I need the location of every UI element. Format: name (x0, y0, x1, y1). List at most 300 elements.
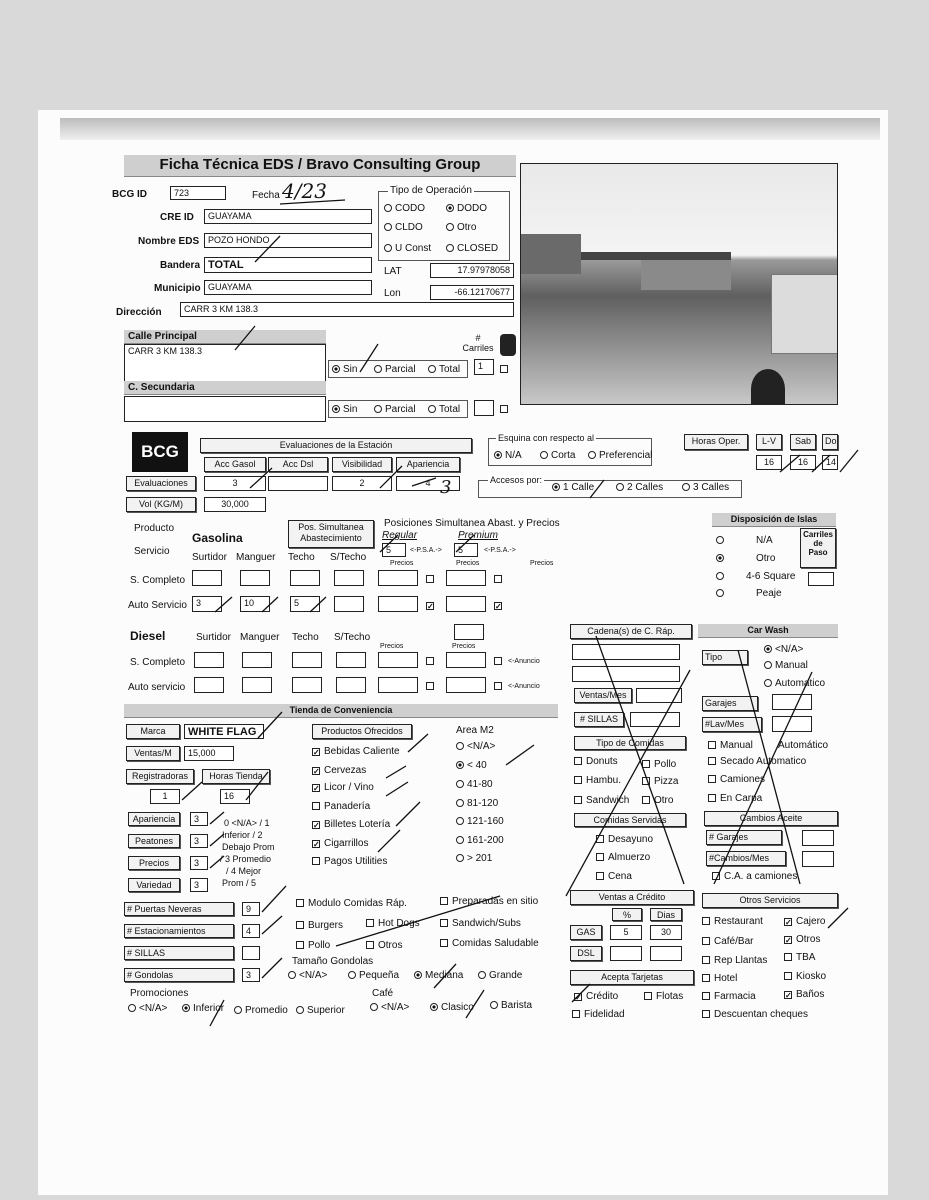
eval-peatones-field[interactable]: 3 (190, 834, 208, 848)
eval-precios-field[interactable]: 3 (190, 856, 208, 870)
otros-kiosko[interactable] (784, 971, 826, 983)
gondolas-label: Tamaño Gondolas (292, 956, 374, 967)
extra-saludable[interactable] (440, 938, 539, 950)
tipo-otro[interactable] (642, 795, 673, 807)
area-161-200-label: 161-200 (467, 835, 504, 846)
lat-label: LAT (384, 266, 402, 277)
extra-modulo-label: Modulo Comidas Ráp. (308, 898, 407, 909)
tarjeta-flotas[interactable] (644, 991, 683, 1003)
prod-pagos[interactable] (312, 856, 387, 868)
gond-pequena[interactable] (348, 970, 399, 982)
radio-selected-icon (446, 204, 454, 212)
opt-dodo-label: DODO (457, 203, 487, 214)
lon-field[interactable]: -66.12170677 (430, 285, 514, 300)
opt-cldo-label: CLDO (395, 222, 423, 233)
disp-otro[interactable] (716, 553, 727, 565)
carriles-check[interactable] (500, 364, 512, 376)
otros-restaurant-label: Restaurant (714, 916, 763, 927)
otros-llantas[interactable] (702, 955, 767, 967)
gas-as-precio-reg[interactable] (378, 596, 418, 612)
scale-0: 0 <N/A> / 1 (224, 818, 270, 828)
credito-dsl-dias[interactable] (650, 946, 682, 961)
otros-tba-label: TBA (796, 952, 816, 963)
cp-parcial-label: Parcial (385, 364, 416, 375)
eval-apariencia[interactable]: 4 (396, 476, 460, 491)
regular-label: Regular (382, 530, 418, 541)
gas-sc-precio-reg[interactable] (378, 570, 418, 586)
checkbox-icon (642, 760, 650, 768)
gas-as-surtidor[interactable]: 3 (192, 596, 222, 612)
checkbox-icon (708, 794, 716, 802)
gas-sc-manguer[interactable] (240, 570, 270, 586)
dsl-sc-chk1[interactable] (426, 656, 438, 668)
cadena-sillas-label: # SILLAS (574, 712, 624, 727)
dsl-sc-precio2[interactable] (446, 652, 486, 668)
accesos-2calles-label: 2 Calles (627, 482, 664, 493)
dsl-as-chk1[interactable] (426, 681, 438, 693)
checkbox-icon (596, 853, 604, 861)
radio-selected-icon (332, 405, 340, 413)
radio-selected-icon (494, 451, 502, 459)
opt-closed-label: CLOSED (457, 243, 499, 254)
cs-parcial[interactable] (374, 404, 416, 416)
cw-na[interactable] (764, 644, 803, 656)
tipo-sandwich[interactable] (574, 795, 629, 807)
tipo-hambu[interactable] (574, 775, 621, 787)
precios-label-1: Precios (390, 560, 414, 567)
prod-cervezas[interactable] (312, 765, 366, 777)
gas-sc-techo[interactable] (290, 570, 320, 586)
vol-field[interactable]: 30,000 (204, 497, 266, 512)
checkbox-icon (296, 941, 304, 949)
esquina-na[interactable] (494, 450, 522, 462)
radio-icon (456, 780, 464, 788)
form-title: Ficha Técnica EDS / Bravo Consulting Group (124, 155, 516, 177)
checkbox-icon (366, 919, 374, 927)
checkbox-checked-icon: ✓ (495, 602, 502, 611)
dsl-sc-surtidor[interactable] (194, 652, 224, 668)
carriles-paso-field[interactable] (808, 572, 834, 586)
gas-sc-stecho[interactable] (334, 570, 364, 586)
eval-apariencia-handwritten: 3 (440, 477, 452, 498)
radio-selected-icon (332, 365, 340, 373)
otros-restaurant[interactable] (702, 916, 763, 928)
dsl-precios-1: Precios (380, 643, 404, 650)
checkbox-icon (574, 796, 582, 804)
dsl-row-autoservicio: Auto servicio (128, 682, 186, 693)
cambios-camiones[interactable] (712, 871, 797, 883)
cw-chk-secado-label: Secado Automatico (720, 756, 807, 767)
station-photo (520, 163, 838, 405)
extra-hotdogs[interactable] (366, 918, 420, 930)
checkbox-icon (596, 835, 604, 843)
cw-chk-camiones[interactable] (708, 774, 765, 786)
tarjeta-fidelidad[interactable] (572, 1009, 625, 1021)
marca-field[interactable]: WHITE FLAG (184, 724, 264, 739)
cafe-clasico[interactable] (430, 1002, 474, 1014)
prod-billetes-label: Billetes Lotería (324, 819, 391, 830)
fecha-handwritten[interactable]: 4/23 (282, 179, 327, 203)
dsl-sc-chk2[interactable] (494, 656, 506, 668)
radio-selected-icon (414, 971, 422, 979)
cambios-mes-field[interactable] (802, 851, 834, 867)
eval-acc-gasol[interactable]: 3 (204, 476, 266, 491)
promo-inferior[interactable] (182, 1003, 224, 1015)
count-gondolas-label: # Gondolas (124, 968, 234, 982)
cw-manual[interactable] (764, 660, 808, 672)
checkbox-icon (312, 857, 320, 865)
carwash-garajes-field[interactable] (772, 694, 812, 710)
esquina-corta[interactable] (540, 450, 575, 462)
disp-square[interactable] (716, 571, 727, 583)
tipo-hambu-label: Hambu. (586, 775, 622, 786)
promo-na[interactable] (128, 1003, 167, 1015)
scale-5: Prom / 5 (222, 878, 257, 888)
credito-gas-dias[interactable]: 30 (650, 925, 682, 940)
prod-licor[interactable] (312, 782, 374, 794)
esquina-preferencial[interactable] (588, 450, 652, 462)
regular-psa: <-P.S.A.-> (410, 547, 442, 554)
disp-na-label: N/A (756, 535, 773, 546)
traffic-light-icon (500, 334, 516, 356)
photo-shadow (751, 369, 785, 405)
gas-as-stecho[interactable] (334, 596, 364, 612)
esquina-preferencial-label: Preferencial (599, 450, 653, 461)
nombre-eds-field[interactable]: POZO HONDO (204, 233, 372, 248)
opt-uconst-label: U Const (395, 243, 432, 254)
disp-peaje[interactable] (716, 588, 727, 600)
cre-id-field[interactable]: GUAYAMA (204, 209, 372, 224)
carriles-field[interactable]: 1 (474, 359, 494, 375)
checkbox-icon (426, 682, 434, 690)
cadena-sillas-field[interactable] (630, 712, 680, 727)
otros-banos-label: Baños (796, 989, 825, 1000)
dsl-as-precio1[interactable] (378, 677, 418, 693)
eval-col-visibilidad: Visibilidad (332, 457, 392, 472)
calle-principal-field[interactable]: CARR 3 KM 138.3 (124, 344, 326, 384)
photo-pumps (641, 260, 731, 290)
radio-icon (384, 223, 392, 231)
count-sillas-field[interactable] (242, 946, 260, 960)
tipo-pollo[interactable] (642, 759, 676, 771)
radio-icon (374, 405, 382, 413)
dsl-as-manguer[interactable] (242, 677, 272, 693)
carwash-title: Car Wash (698, 624, 838, 638)
accesos-3calles[interactable] (682, 482, 729, 494)
radio-icon (446, 244, 454, 252)
checkbox-icon (440, 897, 448, 905)
gas-as-precio-prem[interactable] (446, 596, 486, 612)
evaluaciones-row-label: Evaluaciones (126, 476, 196, 491)
opt-closed[interactable] (446, 243, 498, 255)
cambios-garajes-field[interactable] (802, 830, 834, 846)
cw-chk-manual[interactable] (708, 740, 753, 752)
tipo-donuts[interactable] (574, 756, 618, 768)
cadena-field-2[interactable] (572, 666, 680, 682)
extra-sandwich[interactable] (440, 918, 521, 930)
serv-almuerzo[interactable] (596, 852, 650, 864)
radio-icon (384, 244, 392, 252)
marca-label: Marca (126, 724, 180, 739)
count-puertas-field[interactable]: 9 (242, 902, 260, 916)
premium-field[interactable]: 5 (454, 543, 478, 557)
carwash-lav-label: #Lav/Mes (702, 717, 762, 732)
dsl-sc-precio1[interactable] (378, 652, 418, 668)
cp-total[interactable] (428, 364, 460, 376)
eval-acc-dsl[interactable] (268, 476, 328, 491)
horas-do-field[interactable]: 14 (822, 455, 838, 470)
gas-sc-chk2[interactable] (494, 574, 506, 586)
otros-otros[interactable] (784, 934, 820, 946)
gas-as-chk1[interactable] (426, 600, 438, 612)
eval-variedad-field[interactable]: 3 (190, 878, 208, 892)
cw-automatico[interactable] (764, 678, 825, 690)
prod-bebidas[interactable] (312, 746, 400, 758)
checkbox-icon (494, 682, 502, 690)
horas-oper-button[interactable]: Horas Oper. (684, 434, 748, 450)
dsl-as-techo[interactable] (292, 677, 322, 693)
radio-icon (456, 854, 464, 862)
cs-carriles-field[interactable] (474, 400, 494, 416)
area-na-label: <N/A> (467, 741, 496, 752)
direccion-field[interactable]: CARR 3 KM 138.3 (180, 302, 514, 317)
checkbox-icon (574, 776, 582, 784)
productos-label: Productos Ofrecidos (312, 724, 412, 739)
gas-sc-surtidor[interactable] (192, 570, 222, 586)
radio-selected-icon (430, 1003, 438, 1011)
promo-promedio[interactable] (234, 1005, 288, 1017)
gond-na[interactable] (288, 970, 327, 982)
checkbox-icon (426, 657, 434, 665)
lat-field[interactable]: 17.97978058 (430, 263, 514, 278)
radio-icon (456, 742, 464, 750)
bcg-id-field[interactable]: 723 (170, 186, 226, 200)
checkbox-icon (572, 1010, 580, 1018)
gas-sc-chk1[interactable] (426, 574, 438, 586)
eval-apariencia-field[interactable]: 3 (190, 812, 208, 826)
radio-icon (682, 483, 690, 491)
otros-cajero[interactable] (784, 916, 825, 928)
dsl-as-anuncio: <-Anuncio (508, 683, 540, 690)
dsl-precio-top[interactable] (454, 624, 484, 640)
cafe-barista[interactable] (490, 1000, 532, 1012)
calle-secundaria-field[interactable] (124, 396, 326, 422)
dsl-sc-manguer[interactable] (242, 652, 272, 668)
prod-panaderia-label: Panadería (324, 801, 371, 812)
area-81-120[interactable] (456, 798, 498, 810)
checkbox-icon (708, 757, 716, 765)
cp-total-label: Total (439, 364, 461, 375)
otros-kiosko-label: Kiosko (796, 971, 827, 982)
checkbox-icon (574, 757, 582, 765)
dsl-as-precio2[interactable] (446, 677, 486, 693)
extra-pollo[interactable] (296, 940, 330, 952)
gas-as-manguer[interactable]: 10 (240, 596, 270, 612)
radio-icon (764, 679, 772, 687)
dsl-as-surtidor[interactable] (194, 677, 224, 693)
checkbox-icon (366, 941, 374, 949)
carwash-garajes-label: Garajes (702, 696, 758, 711)
radio-selected-icon (182, 1004, 190, 1012)
cadena-ventas-field[interactable] (636, 688, 682, 703)
scale-4: / 4 Mejor (226, 866, 262, 876)
otros-cheques[interactable] (702, 1009, 808, 1021)
radio-icon (428, 405, 436, 413)
opt-otro[interactable] (446, 222, 476, 234)
carwash-tipo-label: Tipo (702, 650, 748, 665)
opt-cldo[interactable] (384, 222, 423, 234)
checkbox-icon (440, 919, 448, 927)
accesos-label: Accesos por: (490, 475, 543, 485)
radio-icon (616, 483, 624, 491)
cafe-na[interactable] (370, 1002, 409, 1014)
promo-promedio-label: Promedio (245, 1005, 288, 1016)
cambios-camiones-label: C.A. a camiones (724, 871, 798, 882)
horas-sab-field[interactable]: 16 (790, 455, 816, 470)
cs-sin[interactable] (332, 404, 357, 416)
calle-secundaria-title: C. Secundaria (124, 381, 326, 395)
regular-field[interactable]: 5 (382, 543, 406, 557)
serv-desayuno-label: Desayuno (608, 834, 654, 845)
extra-preparadas[interactable] (440, 896, 538, 908)
checkbox-icon (784, 972, 792, 980)
registradoras-label: Registradoras (126, 769, 194, 784)
opt-codo-label: CODO (395, 203, 425, 214)
gond-mediana[interactable] (414, 970, 463, 982)
carriles-label: # Carriles (462, 333, 494, 354)
otros-farmacia[interactable] (702, 991, 756, 1003)
count-estacionamientos-label: # Estacionamientos (124, 924, 234, 938)
serv-cena[interactable] (596, 871, 632, 883)
dsl-as-stecho[interactable] (336, 677, 366, 693)
cadena-field-1[interactable] (572, 644, 680, 660)
opt-uconst[interactable] (384, 243, 431, 255)
opt-codo[interactable] (384, 203, 425, 215)
gas-col-manguer: Manguer (236, 552, 276, 563)
gas-as-chk2[interactable] (494, 600, 506, 612)
horas-lv-field[interactable]: 16 (756, 455, 782, 470)
cs-total[interactable] (428, 404, 460, 416)
extra-otros[interactable] (366, 940, 402, 952)
area-41-80-label: 41-80 (467, 779, 493, 790)
prod-billetes[interactable] (312, 819, 390, 831)
cs-carriles-check[interactable] (500, 404, 512, 416)
checkbox-icon (596, 872, 604, 880)
area-41-80[interactable] (456, 779, 493, 791)
extra-modulo[interactable] (296, 898, 407, 910)
checkbox-icon (702, 937, 710, 945)
eval-col-acc-dsl: Acc Dsl (268, 457, 328, 472)
radio-selected-icon (552, 483, 560, 491)
cw-chk-secado[interactable] (708, 756, 806, 768)
serv-desayuno[interactable] (596, 834, 653, 846)
area-121-160[interactable] (456, 816, 504, 828)
gond-grande[interactable] (478, 970, 522, 982)
dsl-sc-stecho[interactable] (336, 652, 366, 668)
tarjeta-flotas-label: Flotas (656, 991, 684, 1002)
gas-row-scompleto: S. Completo (130, 575, 186, 586)
otros-banos[interactable] (784, 989, 824, 1001)
disp-na[interactable] (716, 535, 727, 547)
credito-dsl-pct[interactable] (610, 946, 642, 961)
cp-sin[interactable] (332, 364, 357, 376)
opt-dodo[interactable] (446, 203, 487, 215)
horas-tienda-label: Horas Tienda (202, 769, 270, 784)
gas-col-surtidor: Surtidor (192, 552, 228, 563)
gond-grande-label: Grande (489, 970, 523, 981)
tarjeta-credito-label: Crédito (586, 991, 619, 1002)
disp-square-label: 4-6 Square (746, 571, 796, 582)
radio-icon (540, 451, 548, 459)
photo-sign (771, 274, 838, 354)
prod-panaderia[interactable] (312, 801, 370, 813)
bandera-field[interactable]: TOTAL (204, 257, 372, 273)
accesos-2calles[interactable] (616, 482, 663, 494)
area-201-label: > 201 (467, 853, 493, 864)
area-161-200[interactable] (456, 835, 504, 847)
prod-bebidas-label: Bebidas Caliente (324, 746, 400, 757)
area-na[interactable] (456, 741, 495, 753)
prod-cigarrillos[interactable] (312, 838, 368, 850)
radio-icon (296, 1006, 304, 1014)
gas-as-techo[interactable]: 5 (290, 596, 320, 612)
cp-parcial[interactable] (374, 364, 416, 376)
horas-tienda-field[interactable]: 16 (220, 789, 250, 804)
otros-cafebar[interactable] (702, 936, 753, 948)
count-gondolas-field[interactable]: 3 (242, 968, 260, 982)
scale-1: Inferior / 2 (222, 830, 263, 840)
checkbox-icon (702, 974, 710, 982)
extra-burgers[interactable] (296, 920, 343, 932)
count-estacionamientos-field[interactable]: 4 (242, 924, 260, 938)
otros-hotel[interactable] (702, 973, 737, 985)
promo-na-label: <N/A> (139, 1003, 168, 1014)
checkbox-icon (500, 365, 508, 373)
otros-tba[interactable] (784, 952, 815, 964)
municipio-field[interactable]: GUAYAMA (204, 280, 372, 295)
cw-chk-carpa[interactable] (708, 793, 762, 805)
registradoras-field[interactable]: 1 (150, 789, 180, 804)
promo-superior[interactable] (296, 1005, 345, 1017)
credito-gas-pct[interactable]: 5 (610, 925, 642, 940)
ventas-field[interactable]: 15,000 (184, 746, 234, 761)
gas-col-stecho: S/Techo (330, 552, 367, 563)
area-201[interactable] (456, 853, 492, 865)
cw-chk-manual-label: Manual (720, 740, 753, 751)
dsl-as-chk2[interactable] (494, 681, 506, 693)
area-121-160-label: 121-160 (467, 816, 504, 827)
count-sillas-label: # SILLAS (124, 946, 234, 960)
carwash-lav-field[interactable] (772, 716, 812, 732)
tipo-pizza[interactable] (642, 776, 678, 788)
dsl-col-manguer: Manguer (240, 632, 280, 643)
gas-sc-precio-prem[interactable] (446, 570, 486, 586)
eval-visibilidad[interactable]: 2 (332, 476, 392, 491)
checkbox-icon (712, 872, 720, 880)
eval-col-acc-gasol: Acc Gasol (204, 457, 266, 472)
dsl-col-surtidor: Surtidor (196, 632, 232, 643)
area-40[interactable] (456, 760, 487, 772)
accesos-1calle[interactable] (552, 482, 594, 494)
radio-selected-icon (716, 554, 724, 562)
opt-otro-label: Otro (457, 222, 477, 233)
tarjeta-credito[interactable] (574, 991, 618, 1003)
eval-col-apariencia: Apariencia (396, 457, 460, 472)
dsl-sc-techo[interactable] (292, 652, 322, 668)
credito-dias-label: Dias (650, 908, 682, 921)
tienda-title: Tienda de Conveniencia (124, 704, 558, 718)
checkbox-icon (702, 917, 710, 925)
